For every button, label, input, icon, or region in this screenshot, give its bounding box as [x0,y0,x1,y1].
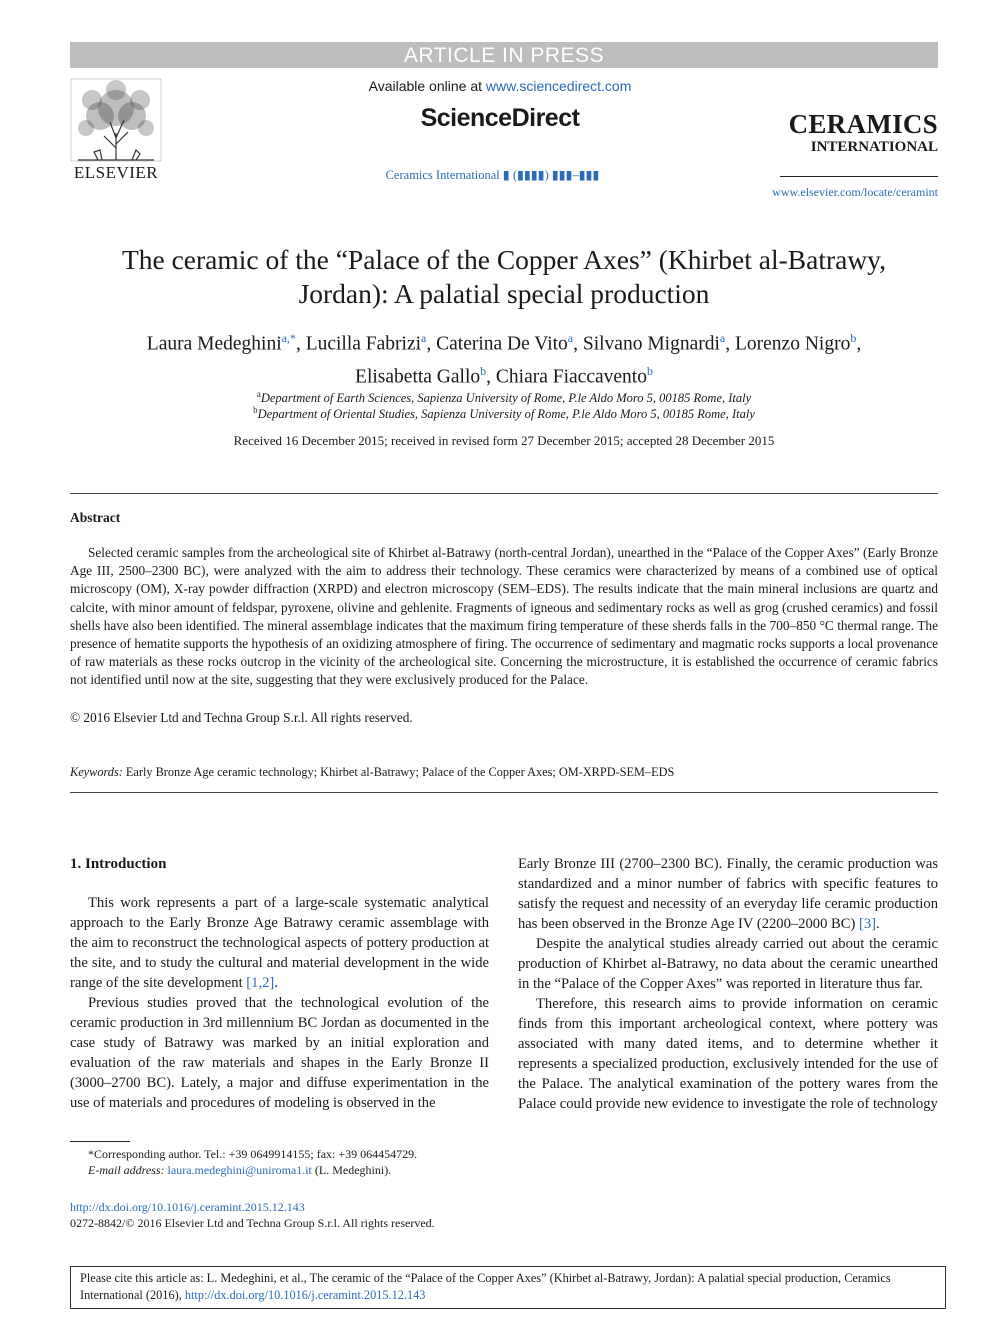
affiliation-b [80,405,928,422]
abstract-heading: Abstract [70,510,121,525]
section-heading-introduction: 1. Introduction [70,856,167,872]
doi-link[interactable]: http://dx.doi.org/10.1016/j.ceramint.2015.12.143 [70,1200,305,1214]
author-separator: , [856,333,862,355]
affiliation-mark: a [256,389,261,399]
email-link[interactable]: laura.medeghini@uniroma1.it [167,1163,312,1177]
elsevier-wordmark: ELSEVIER [73,163,159,182]
paragraph: Previous studies proved that the technological evolution of the ceramic production in 3rd millennium BC Jordan as documented in the case study of Batrawy was marked by an initial exploration and evaluation of the raw materials and shapes in the Early Bronze II (3000–2700 BC). Lately, a major and diffuse experimentation in the use of materials and procedures of modeling is observed in the [70,995,489,1111]
available-online [300,78,700,94]
author-name: Chiara Fiaccavento [495,366,647,387]
author-affiliation-mark[interactable]: a [421,331,427,345]
citation-link[interactable]: [3] [859,916,877,932]
paragraph: This work represents a part of a large-scale systematic analytical approach to the Early Bronze Age Batrawy ceramic assemblage with the aim to reconstruct the technological aspects of pottery production at the site, and to study the cultural and material development in the wide range of the site development [1,2]. [70,895,489,991]
author-affiliation-mark[interactable]: b [480,363,487,378]
journal-logo-divider [780,176,938,177]
author-affiliation-mark[interactable]: b [646,363,653,378]
footnote-rule [70,1141,130,1142]
paragraph: Despite the analytical studies already carried out about the ceramic production of Khirbet al-Batrawy, no data about the ceramic unearthed in the “Palace of the Copper Axes” was reported in literature thus far. [518,936,938,992]
received-dates: Received 16 December 2015; received in revised form 27 December 2015; accepted 28 December 2015 [233,433,775,448]
citation-box [70,1266,946,1309]
citation-text: Please cite this article as: L. Medeghini, et al., The ceramic of the “Palace of the Copper Axes” (Khirbet al-Batrawy, Jordan): A palatial special production, Ceramics International (2016), [80,1271,891,1302]
citation-doi-link[interactable]: http://dx.doi.org/10.1016/j.ceramint.2015.12.143 [184,1287,426,1302]
email-suffix: (L. Medeghini). [311,1163,392,1177]
author-name: Caterina De Vito [436,333,568,355]
available-prefix: Available online at [368,78,486,94]
affiliation-a [80,389,928,406]
author-affiliation-mark[interactable]: b [850,331,857,345]
citation-link[interactable]: [1,2] [246,975,275,991]
paragraph-text: Early Bronze III (2700–2300 BC). Finally, the ceramic production was standardized and a minor number of fabrics with specific features to satisfy the request and necessity of an everyday life ceramic production has been observed in the Bronze Age IV (2200–2000 BC) [518,856,938,932]
author-separator: , [725,333,735,355]
corresponding-author: *Corresponding author. Tel.: +39 0649914155; fax: +39 064454729. [88,1147,418,1161]
keywords-label: Keywords: [70,765,123,779]
author-affiliation-mark[interactable]: a,* [281,331,296,345]
email-line [70,1162,490,1178]
affiliation-mark: b [253,405,258,415]
author-name: Lorenzo Nigro [735,333,851,355]
corresponding-author-footnote [70,1146,490,1178]
journal-logo-line2: INTERNATIONAL [810,139,938,155]
issn-copyright: 0272-8842/© 2016 Elsevier Ltd and Techna Group S.r.l. All rights reserved. [70,1216,435,1230]
title-line-1: The ceramic of the “Palace of the Copper Axes” (Khirbet al-Batrawy, [121,244,887,275]
author-name: Elisabetta Gallo [355,366,481,387]
abstract-bottom-rule [70,792,938,793]
sciencedirect-url-link[interactable]: www.sciencedirect.com [485,78,632,94]
article-in-press-banner: ARTICLE IN PRESS [70,42,938,68]
affiliation-text: Department of Oriental Studies, Sapienza University of Rome, P.le Aldo Moro 5, 00185 Rome, Italy [257,407,755,422]
paragraph: Early Bronze III (2700–2300 BC). Finally, the ceramic production was standardized and a minor number of fabrics with specific features to satisfy the request and necessity of an everyday life ceramic production has been observed in the Bronze Age IV (2200–2000 BC) [3]. [518,856,938,932]
author-list [80,325,928,390]
affiliation-text: Department of Earth Sciences, Sapienza University of Rome, P.le Aldo Moro 5, 00185 Rome, Italy [260,391,752,406]
journal-logo-line1: CERAMICS [788,109,938,139]
author-separator: , [426,333,437,355]
abstract-top-rule [70,493,938,494]
sciencedirect-logo[interactable]: ScienceDirect [420,104,580,132]
keywords [70,765,938,780]
ceramics-international-logo[interactable] [770,110,938,156]
body-column-right [518,854,938,1114]
author-separator: , [486,366,496,387]
author-affiliation-mark[interactable]: a [719,331,726,345]
article-title [80,243,928,311]
abstract-copyright: © 2016 Elsevier Ltd and Techna Group S.r.l. All rights reserved. [70,710,413,725]
body-column-left [70,893,489,1113]
journal-reference[interactable]: Ceramics International ▮ (▮▮▮▮) ▮▮▮–▮▮▮ [385,168,600,182]
abstract-text: Selected ceramic samples from the archeological site of Khirbet al-Batrawy (north-central Jordan), unearthed in the “Palace of the Copper Axes” (Early Bronze Age III, 2500–2300 BC), were analyzed with the aim to address their technology. These ceramics were characterized by means of a combined use of optical microscopy (OM), X-ray powder diffraction (XRPD) and electron microscopy (SEM–EDS). The results indicate that the main mineral inclusions are quartz and calcite, with minor amount of feldspar, pyroxene, olivine and gehlenite. Fragments of igneous and sedimentary rocks as well as grog (crushed ceramics) and fossil shells have also been identified. The mineral assemblage indicates that the maximum firing temperature of these sherds falls in the 700–850 °C thermal range. The presence of hematite supports the hypothesis of an oxidizing atmosphere of firing. The occurrence of sedimentary and magmatic rocks supports a local provenance of raw materials as these rocks outcrop in the vicinity of the archeological site. Concerning the microstructure, it is established the occurrence of ceramic fabrics not identified until now at the site, suggesting that they were exclusively produced for the Palace. [70,545,938,688]
author-affiliation-mark[interactable]: a [567,331,574,345]
author-name: Laura Medeghini [146,333,282,355]
author-name: Silvano Mignardi [582,333,720,355]
email-label: E-mail address: [88,1163,165,1177]
paragraph: Therefore, this research aims to provide information on ceramic finds from this important archeological context, where pottery was associated with many dated items, and to determine whether it represents a specialized production, exclusively intended for the use of the Palace. The analytical examination of the pottery wares from the Palace could provide new evidence to investigate the role of technology [518,996,938,1112]
paragraph-text: This work represents a part of a large-scale systematic analytical approach to the Early Bronze Age Batrawy ceramic assemblage with the aim to reconstruct the technological aspects of pottery production at the site, and to study the cultural and material development in the wide range of the site development [70,895,489,991]
author-separator: , [295,333,306,355]
author-name: Lucilla Fabrizi [305,333,422,355]
journal-homepage-link[interactable]: www.elsevier.com/locate/ceramint [772,185,938,199]
author-separator: , [573,333,583,355]
keywords-text: Early Bronze Age ceramic technology; Khirbet al-Batrawy; Palace of the Copper Axes; OM-XRPD-SEM–EDS [122,765,675,779]
title-line-2: Jordan): A palatial special production [298,278,710,309]
